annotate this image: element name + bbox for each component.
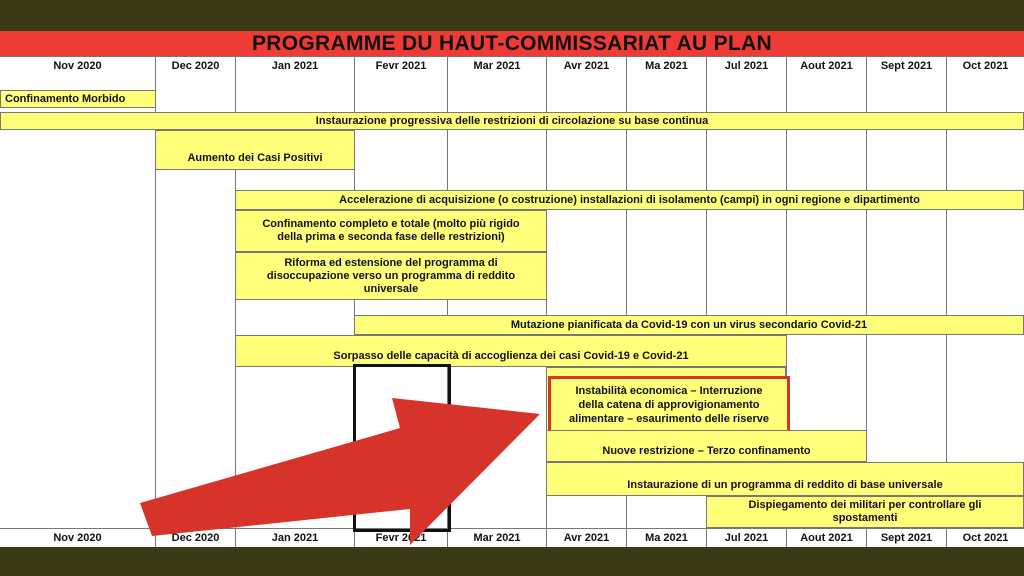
- event-line: disoccupazione verso un programma di reddito: [266, 269, 516, 282]
- event-nuove-restrizione: Nuove restrizione – Terzo confinamento: [546, 430, 867, 462]
- event-line: universale: [363, 282, 419, 295]
- event-line: Riforma ed estensione del programma di: [284, 256, 498, 269]
- event-sorpasso: Sorpasso delle capacità di accoglienza dei casi Covid-19 e Covid-21: [235, 335, 787, 367]
- month-header: Dec 2020: [156, 57, 235, 74]
- month-footer: Nov 2020: [0, 529, 155, 546]
- arrow-shape: [140, 398, 540, 545]
- month-footer: Jan 2021: [236, 529, 354, 546]
- page-title: PROGRAMME DU HAUT-COMMISSARIAT AU PLAN: [251, 31, 773, 55]
- month-footer: Aout 2021: [787, 529, 866, 546]
- event-line: Dispiegamento dei militari per controllare gli: [748, 499, 982, 511]
- month-header: Fevr 2021: [355, 57, 447, 74]
- month-header: Avr 2021: [547, 57, 626, 74]
- event-line: alimentare – esaurimento delle riserve: [569, 413, 769, 425]
- event-line: Instabilità economica – Interruzione: [575, 385, 763, 397]
- month-header: Jan 2021: [236, 57, 354, 74]
- event-line: Confinamento completo e totale (molto più rigido: [262, 218, 520, 230]
- month-footer: Fevr 2021: [355, 529, 447, 546]
- month-header: Aout 2021: [787, 57, 866, 74]
- month-header: Sept 2021: [867, 57, 946, 74]
- event-mutazione: Mutazione pianificata da Covid-19 con un virus secondario Covid-21: [354, 315, 1024, 335]
- month-footer: Oct 2021: [947, 529, 1024, 546]
- event-installazioni-isolamento: Accelerazione di acquisizione (o costruzione) installazioni di isolamento (campi) in ogni regione e dipartimento: [235, 190, 1024, 210]
- month-footer: Avr 2021: [547, 529, 626, 546]
- event-casi-positivi: Aumento dei Casi Positivi: [155, 130, 355, 170]
- month-footer: Jul 2021: [707, 529, 786, 546]
- event-line: della catena di approvigionamento: [578, 399, 760, 411]
- month-header: Jul 2021: [707, 57, 786, 74]
- event-reddito-base: Instaurazione di un programma di reddito di base universale: [546, 462, 1024, 496]
- month-footer: Ma 2021: [627, 529, 706, 546]
- month-footer: Sept 2021: [867, 529, 946, 546]
- month-header: Nov 2020: [0, 57, 155, 74]
- event-confinamento-morbido: Confinamento Morbido: [0, 90, 156, 108]
- month-footer: Mar 2021: [448, 529, 546, 546]
- event-restrizioni-circolazione: Instaurazione progressiva delle restrizioni di circolazione su base continua: [0, 112, 1024, 130]
- month-header: Ma 2021: [627, 57, 706, 74]
- event-line: della prima e seconda fase delle restrizioni): [277, 231, 505, 243]
- month-footer: Dec 2020: [156, 529, 235, 546]
- month-header: Mar 2021: [448, 57, 546, 74]
- event-line: spostamenti: [832, 512, 898, 524]
- month-header: Oct 2021: [947, 57, 1024, 74]
